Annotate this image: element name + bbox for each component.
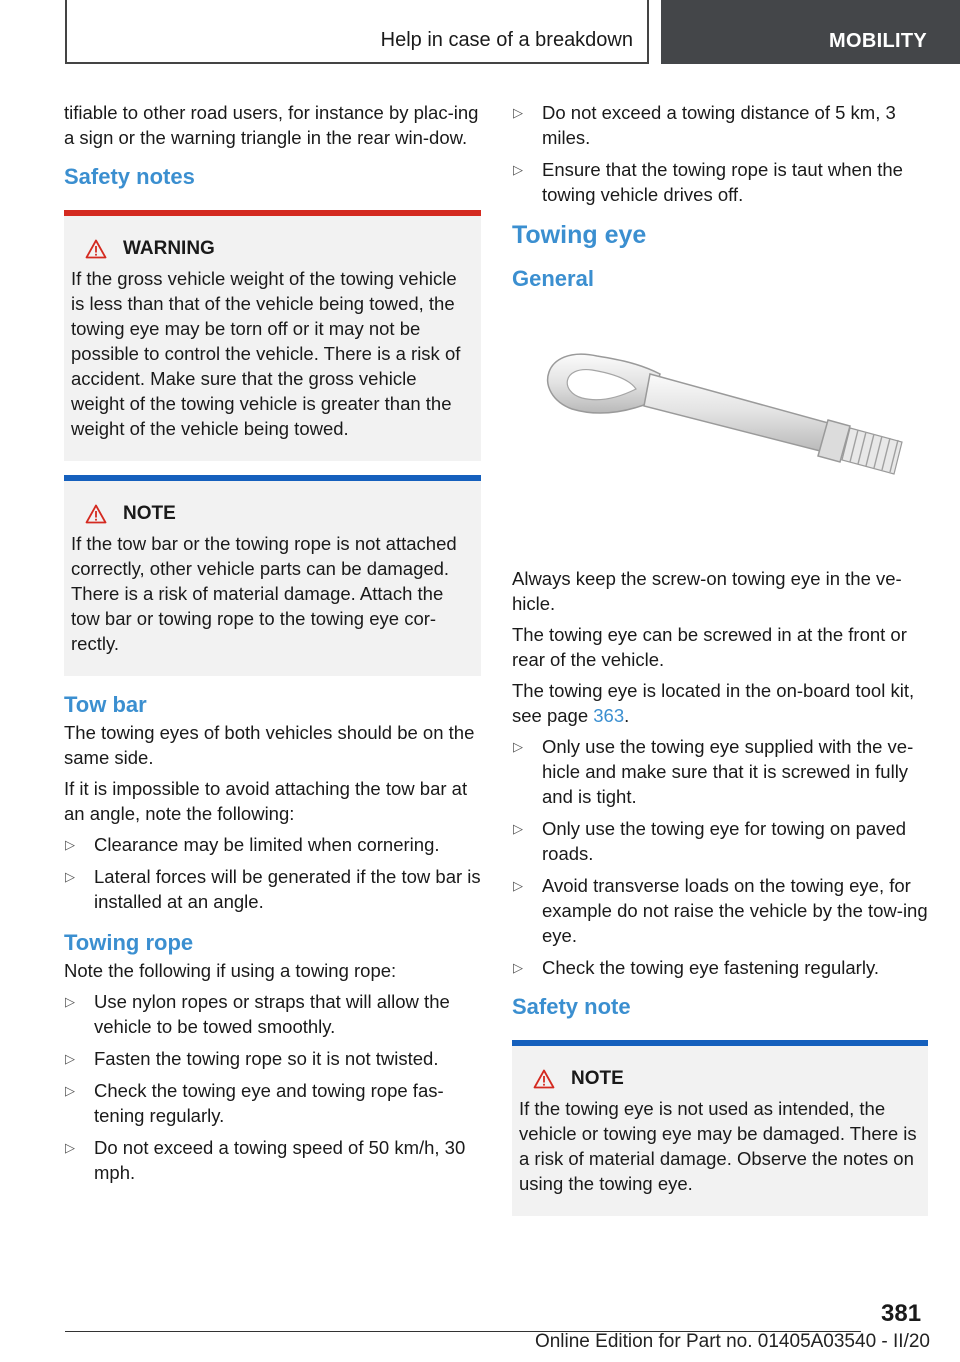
triangle-bullet-icon: ▷: [65, 1051, 75, 1066]
warning-text: If the gross vehicle weight of the towing vehicle is less than that of the vehicle being towed, the towing eye may be torn off or it may not be possible to control the vehicle. There is a risk of accident. Make sure that the gross vehicle weight of the towing vehicle is greater than the weight of the vehicle being towed.: [71, 268, 461, 439]
tow-bar-paragraph-1: The towing eyes of both vehicles should be on the same side.: [64, 722, 475, 768]
list-item: ▷ Clearance may be limited when cornering.: [65, 834, 440, 855]
note-text: If the tow bar or the towing rope is not attached correctly, other vehicle parts can be damaged. There is a risk of material damage. Attach the tow bar or towing rope to the towing eye cor-rectly.: [71, 533, 457, 654]
note-label: NOTE: [571, 1068, 624, 1089]
towing-eye-note-box: [512, 1040, 928, 1216]
warning-box: [64, 210, 481, 461]
intro-paragraph: tifiable to other road users, for instance by plac-ing a sign or the warning triangle in the rear win-dow.: [64, 102, 479, 148]
footer-edition: Online Edition for Part no. 01405A03540 - II/20: [534, 1331, 930, 1352]
left-column: [64, 100, 481, 1192]
safety-note-heading: Safety note: [512, 994, 631, 1019]
list-item: ▷ Check the towing eye and towing rope fas-tening regularly.: [65, 1080, 444, 1126]
warning-triangle-icon: [85, 239, 107, 259]
triangle-bullet-icon: ▷: [513, 105, 523, 120]
header-section-box: [661, 0, 960, 64]
triangle-bullet-icon: ▷: [65, 837, 75, 852]
header-title-box: [65, 0, 649, 64]
triangle-bullet-icon: ▷: [513, 739, 523, 754]
list-item: ▷ Do not exceed a towing distance of 5 km, 3 miles.: [513, 102, 896, 148]
list-item: ▷ Check the towing eye fastening regularly.: [513, 957, 879, 978]
towing-eye-paragraph-3: The towing eye is located in the on-board tool kit, see page 363.: [512, 680, 915, 726]
caution-triangle-icon: [533, 1069, 555, 1089]
list-item: ▷ Use nylon ropes or straps that will allow the vehicle to be towed smoothly.: [65, 991, 450, 1037]
list-item: ▷ Lateral forces will be generated if the tow bar is installed at an angle.: [65, 866, 481, 912]
list-item: ▷ Only use the towing eye supplied with the ve-hicle and make sure that it is screwed in fully and is tight.: [513, 736, 914, 807]
list-item: ▷ Fasten the towing rope so it is not twisted.: [65, 1048, 439, 1069]
triangle-bullet-icon: ▷: [513, 821, 523, 836]
towing-rope-paragraph: Note the following if using a towing rope:: [64, 960, 397, 981]
triangle-bullet-icon: ▷: [65, 1140, 75, 1155]
triangle-bullet-icon: ▷: [65, 1083, 75, 1098]
tow-bar-list: [64, 832, 481, 914]
towing-eye-note-text: If the towing eye is not used as intended, the vehicle or towing eye may be damaged. There is a risk of material damage. Observe the notes on using the towing eye.: [519, 1098, 917, 1194]
list-item: ▷ Avoid transverse loads on the towing eye, for example do not raise the vehicle by the tow-ing eye.: [513, 875, 928, 946]
header-title: Help in case of a breakdown: [380, 29, 633, 51]
towing-distance-list: [512, 100, 928, 207]
towing-eye-image: [532, 314, 922, 494]
tow-bar-paragraph-2: If it is impossible to avoid attaching the tow bar at an angle, note the following:: [64, 778, 468, 824]
towing-eye-paragraph-2: The towing eye can be screwed in at the front or rear of the vehicle.: [512, 624, 907, 670]
caution-triangle-icon: [85, 504, 107, 524]
note-box: [64, 475, 481, 676]
safety-notes-heading: Safety notes: [64, 164, 195, 189]
towing-eye-paragraph-1: Always keep the screw-on towing eye in the ve-hicle.: [512, 568, 902, 614]
list-item: ▷ Only use the towing eye for towing on paved roads.: [513, 818, 907, 864]
triangle-bullet-icon: ▷: [513, 960, 523, 975]
list-item: ▷ Do not exceed a towing speed of 50 km/h, 30 mph.: [65, 1137, 466, 1183]
triangle-bullet-icon: ▷: [513, 878, 523, 893]
tow-bar-heading: Tow bar: [64, 692, 147, 717]
list-item: ▷ Ensure that the towing rope is taut when the towing vehicle drives off.: [513, 159, 903, 205]
triangle-bullet-icon: ▷: [65, 869, 75, 884]
towing-rope-list: [64, 989, 481, 1185]
towing-eye-illustration: [512, 314, 928, 514]
page-reference-link[interactable]: 363: [593, 705, 625, 726]
header-section: MOBILITY: [829, 30, 927, 52]
towing-eye-heading: Towing eye: [512, 221, 647, 249]
page-number: 381: [881, 1300, 922, 1327]
right-column: [512, 100, 928, 1230]
general-heading: General: [512, 266, 594, 291]
triangle-bullet-icon: ▷: [65, 994, 75, 1009]
towing-eye-list: [512, 734, 928, 980]
triangle-bullet-icon: ▷: [513, 162, 523, 177]
warning-label: WARNING: [123, 238, 215, 259]
note-label: NOTE: [123, 503, 176, 524]
towing-rope-heading: Towing rope: [64, 930, 194, 955]
